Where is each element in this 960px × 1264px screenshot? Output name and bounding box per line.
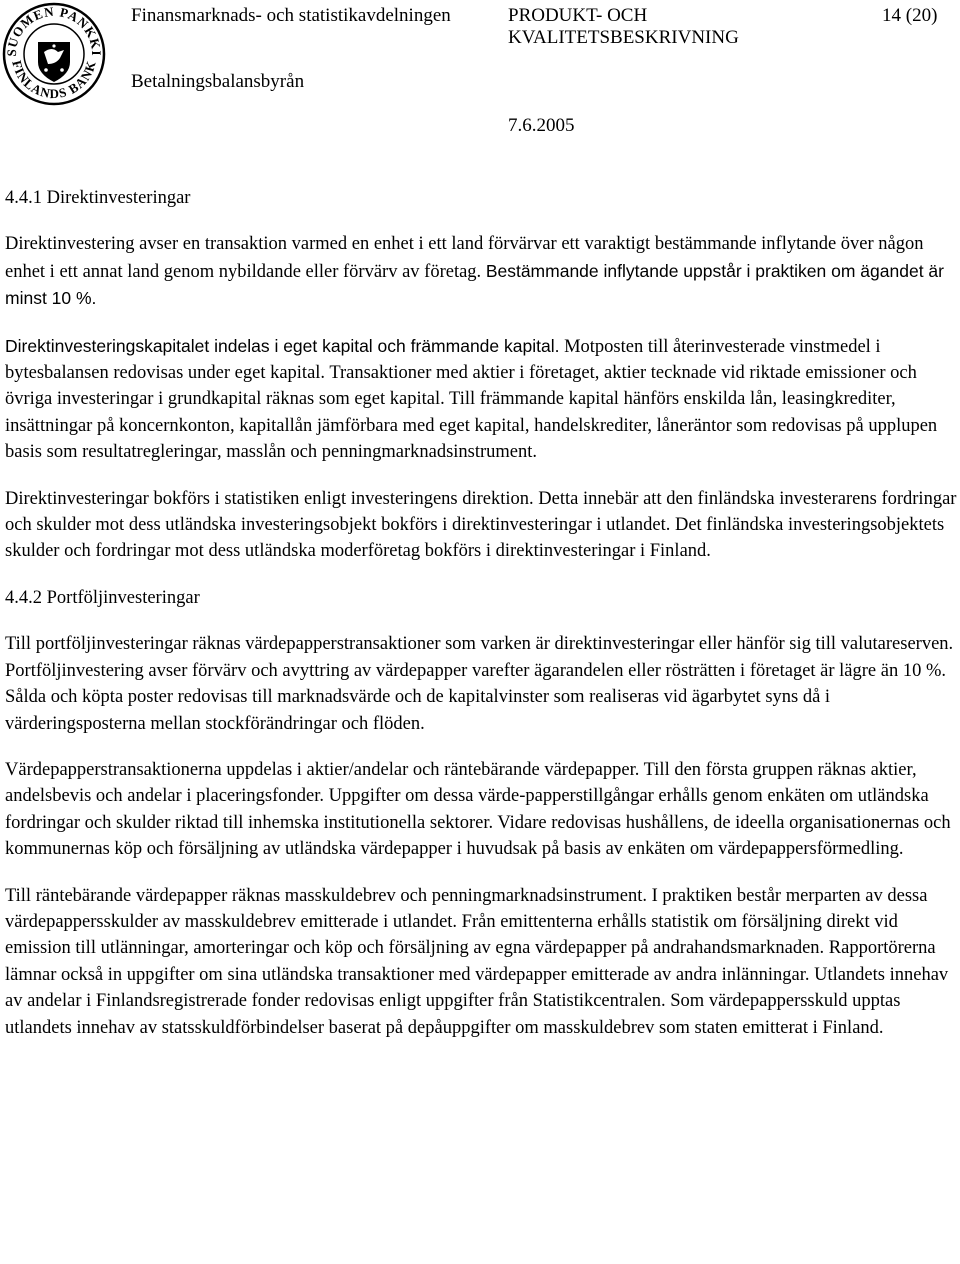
paragraph — [5, 231, 960, 312]
seal-bottom-text: FINLANDS BANK — [9, 58, 99, 102]
header-department: Finansmarknads- och statistikavdelningen — [131, 5, 451, 26]
paragraph — [5, 333, 960, 466]
paragraph: Till portföljinvesteringar räknas värdepapperstransaktioner som varken är direktinvesteringar eller hänför sig till valutareserven. Portföljinvestering avser förvärv och avyttring av värdepapper varefter ägarandelen eller rösträtten i företaget är lägre än 10 %. Sålda och köpta poster redovisas till marknadsvärde och de kapitalvinster som realiseras vid ägarbytet syns då i värderingsposterna mellan stockförändringar och flöden. — [5, 634, 954, 734]
header-page-number: 14 (20) — [882, 5, 938, 26]
paragraph: Direktinvesteringar bokförs i statistiken enligt investeringens direktion. Detta innebär att den finländska investerarens fordringar och skulder mot dess utländska investeringsobjekt bokförs i direktinvesteringar i utlandet. Det finländska investeringsobjektets skulder och fordringar mot dess utländska moderföretag bokförs i direktinvesteringar i Finland. — [5, 488, 957, 562]
seal-top-text: SUOMEN PANKKI — [3, 3, 105, 57]
document-body — [5, 185, 960, 1061]
section-heading-4-4-2: 4.4.2 Portföljinvesteringar — [5, 587, 200, 608]
section-heading-4-4-1: 4.4.1 Direktinvesteringar — [5, 188, 191, 208]
header-doc-title-line1: PRODUKT- OCH — [508, 5, 648, 26]
paragraph-text: Direktinvesteringskapitalet indelas i eget kapital och främmande kapital. — [5, 335, 560, 356]
paragraph-text: Motposten till återinvesterade vinstmedel i bytesbalansen redovisas under eget kapital. Transaktioner med aktier i företaget, aktier tecknade vid riktade emissioner och övriga investeringar i grundkapital räknas som eget kapital. Till främmande kapital hänförs enskilda lån, leasingkrediter, insättningar på koncernkonton, kapitallån jämförbara med eget kapital, handelskrediter, låneräntor som redovisas på upplupen basis som resultatregleringar, masslån och penningmarknadsinstrument. — [5, 336, 938, 463]
paragraph: Värdepapperstransaktionerna uppdelas i aktier/andelar och räntebärande värdepapper. Till den första gruppen räknas aktier, andelsbevis och andelar i placeringsfonder. Uppgifter om dessa värde-papperstillgångar erhålls genom enkäten om utländska fordringar och skulder riktad till inhemska institutionella sektorer. Vidare redovisas hushållens, de ideella organisationernas och kommunernas köp och försäljning av utländska värdepapper i huvudsak på basis av enkäten om värdepappersförmedling. — [5, 759, 951, 860]
header-date: 7.6.2005 — [508, 115, 575, 136]
paragraph: Till räntebärande värdepapper räknas masskuldebrev och penningmarknadsinstrument. I praktiken består merparten av dessa värdepappersskulder av masskuldebrev emitterade i utlandet. Från emittenterna erhålls statistik om försäljning direkt vid emission till utlänningar, amorteringar och köp och försäljning av egna värdepapper på andrahandsmarknaden. Rapportörerna lämnar också in uppgifter om sina utländska transaktioner med värdepapper emitterade av andra inlänningar. Utlandets innehav av andelar i Finlandsregistrerade fonder redovisas enligt uppgifter från Statistikcentralen. Som värdepappersskuld upptas utlandets innehav av statsskuldförbindelser baserat på depåuppgifter om masskuldebrev som staten emitterat i Finland. — [5, 885, 949, 1038]
paragraph-text: Direktinvestering avser en transaktion varmed en enhet i ett land förvärvar ett varaktigt bestämmande inflytande över någon enhet i ett annat land genom nybildande eller förvärv av företag. — [5, 234, 924, 282]
bank-seal-logo — [2, 2, 106, 106]
paragraph-text: Bestämmande inflytande uppstår i praktiken om ägandet är minst 10 %. — [5, 260, 944, 309]
header-doc-title-line2: KVALITETSBESKRIVNING — [508, 27, 739, 48]
lion-coat-of-arms-icon — [38, 42, 70, 82]
header-unit: Betalningsbalansbyrån — [131, 71, 305, 92]
